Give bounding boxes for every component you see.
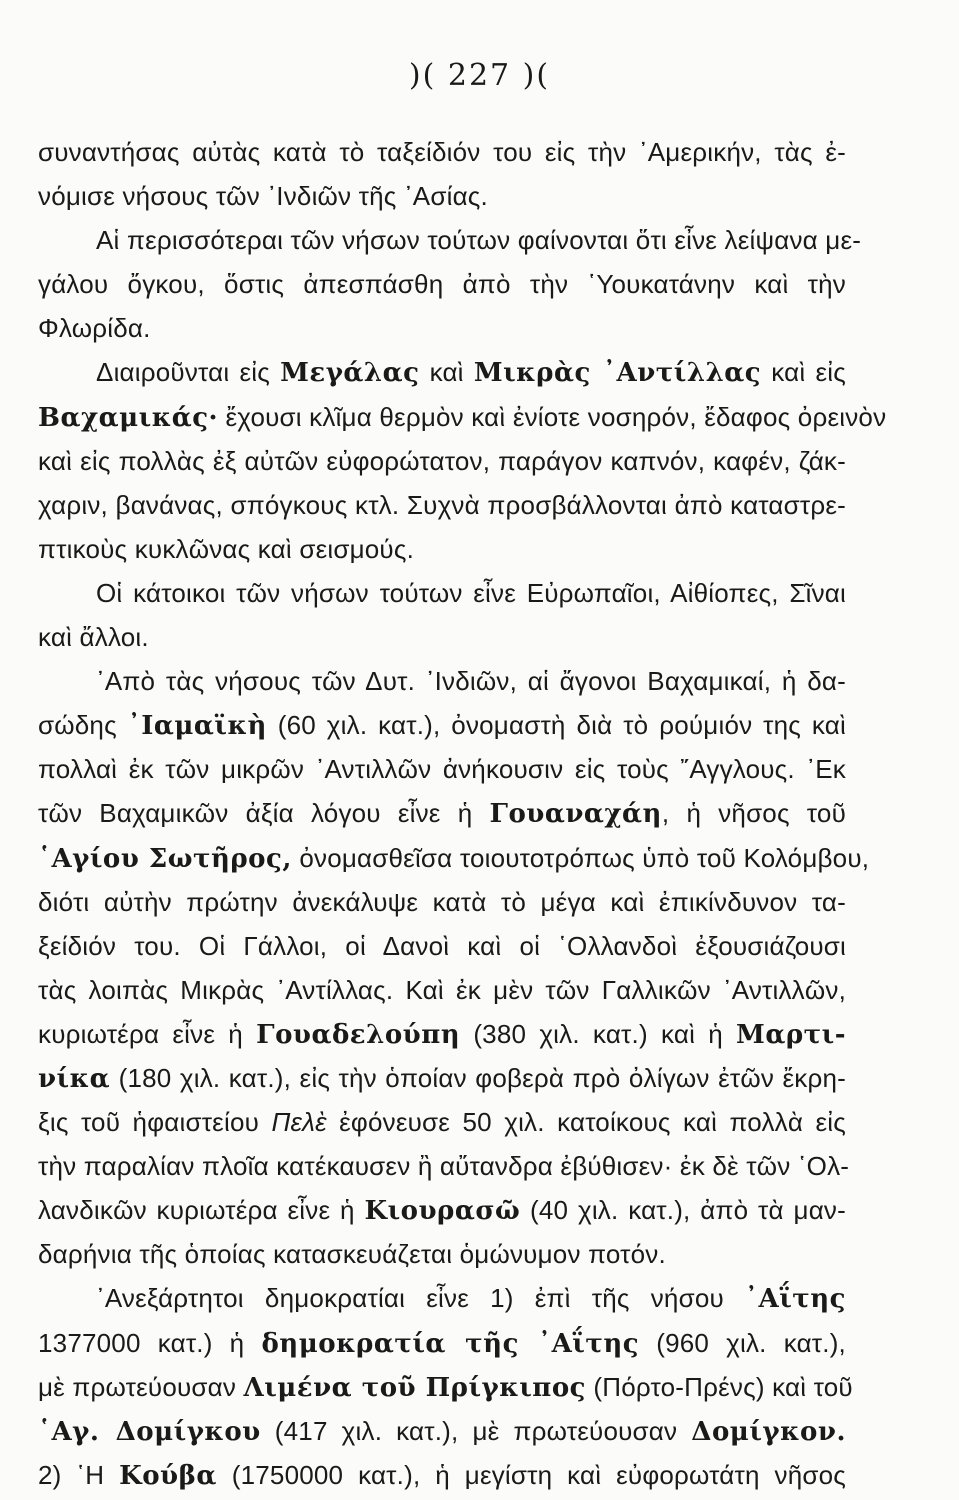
text-segment: χαριν, βανάνας, σπόγκους κτλ. Συχνὰ προσβάλλονται ἀπὸ καταστρε-	[38, 489, 846, 520]
text-segment: (40 χιλ. κατ.), ἀπὸ τὰ μαν-	[520, 1195, 846, 1226]
bold-term: Κιουρασῶ	[364, 1196, 521, 1227]
bold-term: ᾿Ιαμαϊκὴ	[127, 711, 267, 742]
body-text	[38, 130, 887, 1497]
text-segment: ᾿Απὸ τὰς νήσους τῶν Δυτ. ᾿Ινδιῶν, αἱ ἄγονοι Βαχαμικαί, ἡ δα-	[96, 666, 846, 697]
text-line	[38, 703, 846, 747]
text-segment: τὰς λοιπὰς Μικρὰς ᾿Αντίλλας. Καὶ ἐκ μὲν τῶν Γαλλικῶν ᾿Αντιλλῶν,	[38, 974, 846, 1005]
text-segment: διότι αὐτὴν πρώτην ἀνεκάλυψε κατὰ τὸ μέγα καὶ ἐπικίνδυνον τα-	[38, 886, 846, 917]
text-segment: ἐφόνευσε 50 χιλ. κατοίκους καὶ πολλὰ εἰς	[326, 1107, 846, 1138]
bold-term: δημοκρατία τῆς ᾿Αΐτης	[261, 1328, 640, 1359]
text-segment: Οἱ κάτοικοι τῶν νήσων τούτων εἶνε Εὐρωπαῖοι, Αἰθίοπες, Σῖναι	[96, 577, 846, 608]
text-line	[38, 1365, 853, 1409]
text-line	[38, 880, 846, 924]
text-line	[38, 1453, 846, 1497]
italic-term: Πελὲ	[271, 1107, 327, 1138]
text-segment: τῶν Βαχαμικῶν ἀξία λόγου εἶνε ἡ	[38, 798, 490, 829]
text-line	[38, 439, 846, 483]
text-line	[38, 968, 846, 1012]
text-line	[38, 836, 870, 880]
text-segment: 1377000 κατ.) ἡ	[38, 1327, 262, 1358]
text-line	[38, 262, 846, 306]
bold-term: Γουαδελούπη	[256, 1019, 461, 1050]
text-line	[38, 571, 846, 615]
text-line	[38, 1056, 846, 1100]
bold-term: ᾿Αΐτης	[745, 1284, 846, 1315]
text-line	[38, 1321, 846, 1365]
text-segment: (180 χιλ. κατ.), εἰς τὴν ὁποίαν φοβερὰ πρὸ ὀλίγων ἐτῶν ἔκρη-	[110, 1062, 846, 1093]
text-segment: γάλου ὄγκου, ὅστις ἀπεσπάσθη ἀπὸ τὴν ῾Υουκατάνην καὶ τὴν	[38, 269, 846, 300]
text-segment: 2) ῾Η	[38, 1459, 120, 1490]
text-segment: (380 χιλ. κατ.) καὶ ἡ	[460, 1018, 737, 1049]
text-segment: ἔχουσι κλῖμα θερμὸν καὶ ἐνίοτε νοσηρόν, ἔδαφος ὀρεινὸν	[218, 401, 887, 432]
text-segment: νόμισε νήσους τῶν ᾿Ινδιῶν τῆς ᾿Ασίας.	[38, 181, 488, 212]
text-line	[38, 174, 846, 218]
text-line	[38, 1100, 846, 1144]
text-segment: (60 χιλ. κατ.), ὀνομαστὴ διὰ τὸ ρούμιόν της καὶ	[266, 710, 846, 741]
text-segment: λανδικῶν κυριωτέρα εἶνε ἡ	[38, 1195, 365, 1226]
text-segment: πτικοὺς κυκλῶνας καὶ σεισμούς.	[38, 533, 414, 564]
text-segment: (960 χιλ. κατ.),	[639, 1327, 846, 1358]
bold-term: Γουαναχάη	[489, 799, 662, 830]
bold-term: Βαχαμικάς·	[38, 402, 219, 433]
text-segment: καὶ εἰς πολλὰς ἐξ αὐτῶν εὐφορώτατον, παράγον καπνόν, καφέν, ζάκ-	[38, 445, 846, 476]
text-segment: ξις τοῦ ἡφαιστείου	[38, 1107, 272, 1138]
text-line	[38, 1012, 846, 1056]
bold-term: νίκα	[38, 1063, 111, 1094]
text-line	[38, 130, 846, 174]
text-segment: δαρήνια τῆς ὁποίας κατασκευάζεται ὁμώνυμον ποτόν.	[38, 1239, 666, 1270]
bold-term: Λιμένα τοῦ Πρίγκιπος	[243, 1372, 586, 1403]
text-segment: ὀνομασθεῖσα τοιουτοτρόπως ὑπὸ τοῦ Κολόμβου,	[291, 842, 870, 873]
bold-term: Μικρὰς ᾿Αντίλλας	[473, 358, 762, 389]
bold-term: Μεγάλας	[280, 358, 420, 389]
text-line	[38, 527, 846, 571]
text-line	[38, 924, 846, 968]
text-line	[38, 615, 846, 659]
bold-term: Κούβα	[119, 1460, 217, 1491]
text-segment: (417 χιλ. κατ.), μὲ πρωτεύουσαν	[260, 1415, 692, 1446]
text-segment: καὶ εἰς	[761, 357, 847, 388]
text-segment: (1750000 κατ.), ἡ μεγίστη καὶ εὐφορωτάτη νῆσος	[216, 1459, 846, 1490]
text-segment: , ἡ νῆσος τοῦ	[661, 798, 846, 829]
text-segment: Διαιροῦνται εἰς	[96, 357, 281, 388]
text-line	[38, 395, 887, 439]
text-segment: συναντήσας αὐτὰς κατὰ τὸ ταξείδιόν του εἰς τὴν ᾿Αμερικήν, τὰς ἐ-	[38, 137, 846, 167]
text-line	[38, 747, 846, 791]
text-segment: τὴν παραλίαν πλοῖα κατέκαυσεν ἢ αὔτανδρα ἐβύθισεν· ἐκ δὲ τῶν ῾Ολ-	[38, 1151, 850, 1182]
text-segment: κυριωτέρα εἶνε ἡ	[38, 1018, 257, 1049]
bold-term: Δομίγκον.	[691, 1416, 846, 1447]
text-segment: ᾿Ανεξάρτητοι δημοκρατίαι εἶνε 1) ἐπὶ τῆς νήσου	[96, 1283, 746, 1314]
text-segment: Φλωρίδα.	[38, 313, 151, 344]
text-line	[38, 659, 846, 703]
text-segment: πολλαὶ ἐκ τῶν μικρῶν ᾿Αντιλλῶν ἀνήκουσιν εἰς τοὺς ῎Αγγλους. ᾿Εκ	[38, 754, 846, 785]
text-line	[38, 791, 846, 835]
text-segment: καὶ ἄλλοι.	[38, 622, 149, 653]
text-line	[38, 1144, 850, 1188]
page-number: )( 227 )(	[408, 58, 551, 93]
text-line	[38, 1232, 846, 1276]
text-segment: ξείδιόν του. Οἱ Γάλλοι, οἱ Δανοὶ καὶ οἱ ῾Ολλανδοὶ ἐξουσιάζουσι	[38, 930, 846, 961]
bold-term: ῾Αγ. Δομίγκου	[38, 1416, 261, 1447]
text-line	[38, 1276, 846, 1320]
bold-term: ῾Αγίου Σωτῆρος,	[38, 843, 292, 874]
text-line	[38, 306, 846, 350]
text-line	[38, 483, 846, 527]
text-segment: (Πόρτο-Πρένς) καὶ τοῦ	[586, 1371, 853, 1402]
text-line	[38, 1188, 846, 1232]
text-line	[38, 218, 862, 262]
text-segment: μὲ πρωτεύουσαν	[38, 1371, 244, 1402]
text-segment: Αἱ περισσότεραι τῶν νήσων τούτων φαίνονται ὅτι εἶνε λείψανα με-	[96, 225, 862, 256]
text-line	[38, 1409, 846, 1453]
bold-term: Μαρτι-	[736, 1019, 846, 1050]
text-segment: καὶ	[419, 357, 474, 388]
text-segment: σώδης	[38, 710, 128, 741]
text-line	[38, 350, 846, 394]
